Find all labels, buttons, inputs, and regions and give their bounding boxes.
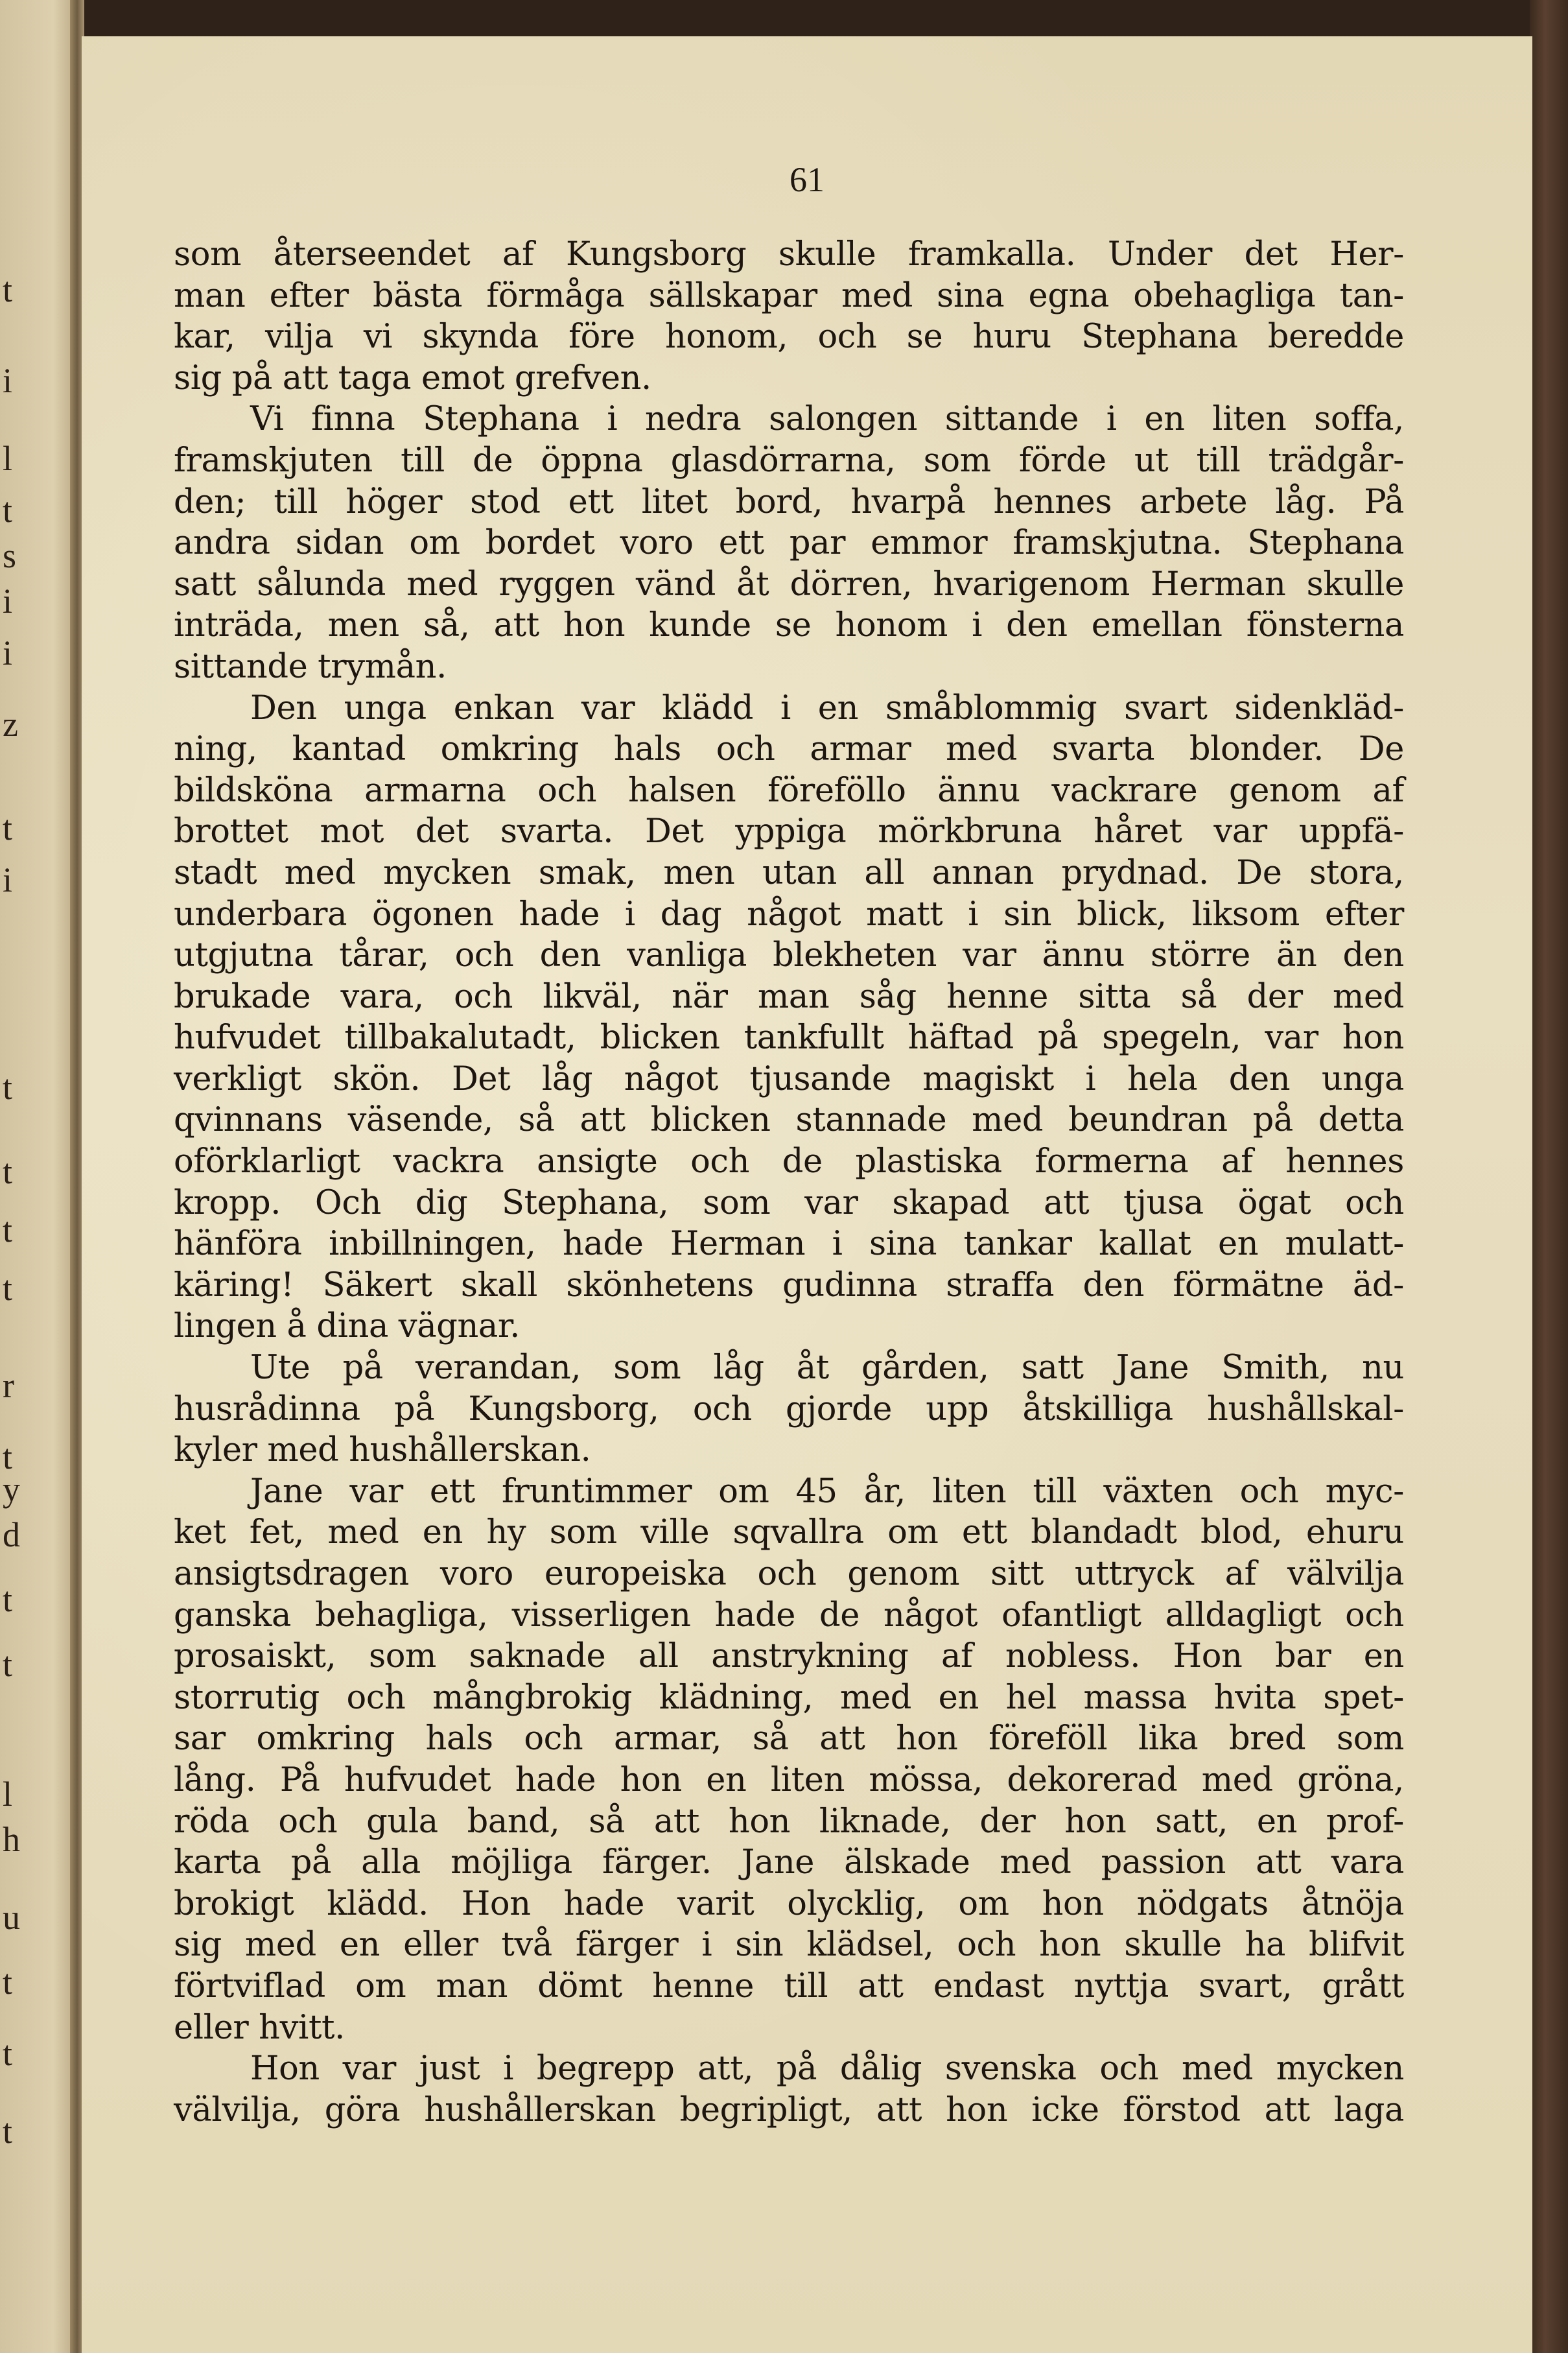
text-line: bildsköna armarna och halsen föreföllo ännu vackrare genom af — [174, 771, 1404, 810]
facing-page-letter: t — [3, 491, 13, 530]
text-line: inträda, men så, att hon kunde se honom i den emellan fönsterna — [174, 606, 1404, 645]
text-line: lång. På hufvudet hade hon en liten mössa, dekorerad med gröna, — [174, 1760, 1404, 1799]
book-binding — [1530, 0, 1568, 2353]
facing-page-letter: t — [3, 270, 13, 309]
facing-page-letter: t — [3, 2034, 13, 2073]
text-line: andra sidan om bordet voro ett par emmor framskjutna. Stephana — [174, 524, 1404, 563]
facing-page-letter: y — [3, 1470, 20, 1509]
text-line: qvinnans väsende, så att blicken stannade med beundran på detta — [174, 1101, 1404, 1140]
text-line: karta på alla möjliga färger. Jane älskade med passion att vara — [174, 1843, 1404, 1882]
facing-page-letter: t — [3, 1068, 13, 1107]
text-line: käring! Säkert skall skönhetens gudinna straffa den förmätne äd- — [174, 1266, 1404, 1305]
text-line: sittande trymån. — [174, 647, 447, 686]
text-line: sig med en eller två färger i sin klädsel, och hon skulle ha blifvit — [174, 1926, 1404, 1965]
text-line: Ute på verandan, som låg åt gården, satt Jane Smith, nu — [250, 1349, 1404, 1388]
facing-page-letter: s — [3, 536, 17, 575]
facing-page-letter: t — [3, 1645, 13, 1684]
facing-page-letter: t — [3, 1963, 13, 2002]
text-line: förtviflad om man dömt henne till att endast nyttja svart, grått — [174, 1967, 1404, 2005]
text-line: ganska behagliga, visserligen hade de något ofantligt alldagligt och — [174, 1596, 1404, 1635]
text-line: underbara ögonen hade i dag något matt i sin blick, liksom efter — [174, 895, 1404, 934]
text-line: Jane var ett fruntimmer om 45 år, liten till växten och myc- — [250, 1472, 1404, 1511]
text-line: hufvudet tillbakalutadt, blicken tankfullt häftad på spegeln, var hon — [174, 1019, 1404, 1058]
text-line: Den unga enkan var klädd i en småblommig svart sidenkläd- — [250, 689, 1404, 727]
text-line: framskjuten till de öppna glasdörrarna, som förde ut till trädgår- — [174, 441, 1404, 480]
facing-page-letter: r — [3, 1366, 14, 1405]
text-line: brottet mot det svarta. Det yppiga mörkbruna håret var uppfä- — [174, 812, 1404, 851]
text-line: lingen å dina vägnar. — [174, 1307, 521, 1346]
facing-page-letter: t — [3, 2112, 13, 2151]
text-line: som återseendet af Kungsborg skulle framkalla. Under det Her- — [174, 235, 1404, 274]
text-line: röda och gula band, så att hon liknade, der hon satt, en prof- — [174, 1802, 1404, 1841]
facing-page-letter: t — [3, 1437, 13, 1476]
text-line: man efter bästa förmåga sällskapar med sina egna obehagliga tan- — [174, 276, 1404, 315]
facing-page-letter: t — [3, 1269, 13, 1308]
text-line: kropp. Och dig Stephana, som var skapad att tjusa ögat och — [174, 1183, 1404, 1222]
text-line: satt sålunda med ryggen vänd åt dörren, hvarigenom Herman skulle — [174, 565, 1404, 604]
text-line: välvilja, göra hushållerskan begripligt, att hon icke förstod att laga — [174, 2090, 1404, 2129]
text-line: sig på att taga emot grefven. — [174, 359, 651, 397]
facing-page-letter: i — [3, 361, 13, 400]
text-line: husrådinna på Kungsborg, och gjorde upp åtskilliga hushållskal- — [174, 1389, 1404, 1428]
facing-page-letter: t — [3, 1580, 13, 1619]
facing-page-letter: d — [3, 1515, 20, 1554]
text-line: sar omkring hals och armar, så att hon föreföll lika bred som — [174, 1720, 1404, 1758]
facing-page-letter: i — [3, 633, 13, 672]
text-line: ansigtsdragen voro europeiska och genom sitt uttryck af välvilja — [174, 1555, 1404, 1593]
text-line: kar, vilja vi skynda före honom, och se huru Stephana beredde — [174, 318, 1404, 357]
text-line: kyler med hushållerskan. — [174, 1431, 591, 1470]
text-line: brokigt klädd. Hon hade varit olycklig, om hon nödgats åtnöja — [174, 1884, 1404, 1923]
facing-page-letter: t — [3, 1211, 13, 1249]
facing-page-letter: u — [3, 1898, 20, 1937]
text-line: stadt med mycken smak, men utan all annan prydnad. De stora, — [174, 853, 1404, 892]
facing-page-letter: i — [3, 860, 13, 899]
facing-page-edge — [0, 0, 76, 2353]
facing-page-letter: t — [3, 809, 13, 847]
text-line: ning, kantad omkring hals och armar med svarta blonder. De — [174, 730, 1404, 769]
text-line: Hon var just i begrepp att, på dålig svenska och med mycken — [250, 2050, 1404, 2088]
text-line: Vi finna Stephana i nedra salongen sittande i en liten soffa, — [250, 400, 1404, 439]
text-line: den; till höger stod ett litet bord, hvarpå hennes arbete låg. På — [174, 482, 1404, 521]
text-line: eller hvitt. — [174, 2008, 345, 2047]
facing-page-letter: l — [3, 1775, 13, 1814]
text-line: verkligt skön. Det låg något tjusande magiskt i hela den unga — [174, 1059, 1404, 1098]
page-number: 61 — [790, 160, 825, 199]
facing-page-letter: z — [3, 705, 18, 744]
text-line: storrutig och mångbrokig klädning, med en hel massa hvita spet- — [174, 1678, 1404, 1717]
facing-page-letter: l — [3, 439, 13, 478]
page-body-text — [174, 234, 1404, 2131]
text-line: hänföra inbillningen, hade Herman i sina tankar kallat en mulatt- — [174, 1225, 1404, 1264]
text-line: prosaiskt, som saknade all anstrykning af nobless. Hon bar en — [174, 1637, 1404, 1676]
text-line: brukade vara, och likväl, när man såg henne sitta så der med — [174, 977, 1404, 1016]
facing-page-letter: i — [3, 582, 13, 621]
text-line: utgjutna tårar, och den vanliga blekheten var ännu större än den — [174, 936, 1404, 975]
text-line: oförklarligt vackra ansigte och de plastiska formerna af hennes — [174, 1142, 1404, 1181]
book-page — [82, 36, 1532, 2353]
facing-page-letter: h — [3, 1820, 20, 1859]
facing-page-letter: t — [3, 1152, 13, 1191]
text-line: ket fet, med en hy som ville sqvallra om ett blandadt blod, ehuru — [174, 1513, 1404, 1552]
